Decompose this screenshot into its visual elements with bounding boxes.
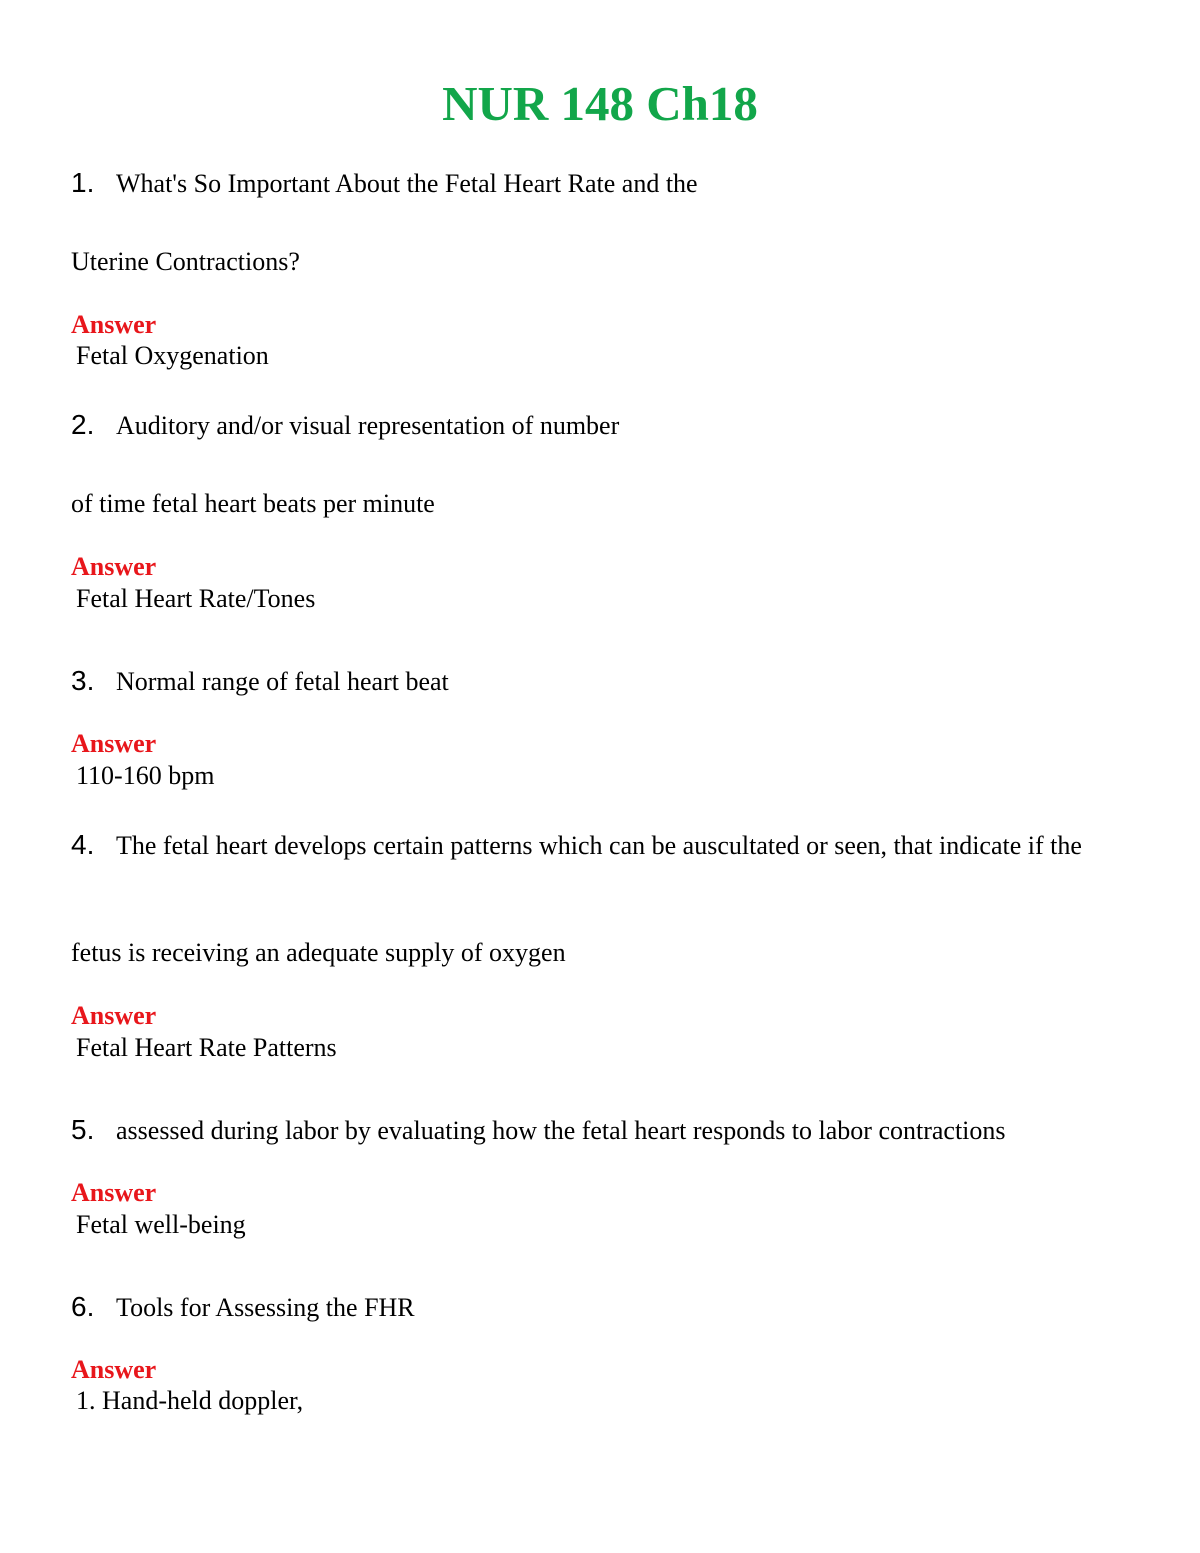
question-continuation: fetus is receiving an adequate supply of oxygen (71, 938, 566, 967)
question-4 (71, 830, 1131, 861)
question-continuation: of time fetal heart beats per minute (71, 489, 435, 518)
answer-text: Fetal Oxygenation (76, 341, 269, 370)
document-title: NUR 148 Ch18 (442, 76, 758, 131)
answer-label: Answer (71, 552, 157, 581)
answer-label: Answer (71, 310, 157, 339)
question-continuation: Uterine Contractions? (71, 247, 300, 276)
answer-label: Answer (71, 1178, 157, 1207)
answer-label: Answer (71, 729, 157, 758)
answer-text: Fetal well-being (76, 1210, 246, 1239)
answer-text: Fetal Heart Rate Patterns (76, 1033, 337, 1062)
answer-text: 1. Hand-held doppler, (76, 1386, 304, 1415)
question-6 (71, 1292, 1131, 1323)
question-3 (71, 666, 1131, 697)
answer-text: Fetal Heart Rate/Tones (76, 584, 316, 613)
question-text: The fetal heart develops certain patterns which can be auscultated or seen, that indicate if the (116, 831, 1082, 860)
question-number: 4. (71, 829, 95, 860)
question-text: What's So Important About the Fetal Heart Rate and the (116, 169, 698, 198)
question-1 (71, 168, 1131, 199)
answer-text: 110-160 bpm (76, 761, 215, 790)
question-number: 3. (71, 665, 95, 696)
question-text: Tools for Assessing the FHR (116, 1293, 415, 1322)
question-text: Normal range of fetal heart beat (116, 667, 449, 696)
question-number: 6. (71, 1291, 95, 1322)
question-text: Auditory and/or visual representation of number (116, 411, 620, 440)
question-5 (71, 1115, 1131, 1146)
question-number: 2. (71, 409, 95, 440)
answer-label: Answer (71, 1355, 157, 1384)
answer-label: Answer (71, 1001, 157, 1030)
question-2 (71, 410, 1131, 441)
question-number: 5. (71, 1114, 95, 1145)
question-number: 1. (71, 167, 95, 198)
question-text: assessed during labor by evaluating how the fetal heart responds to labor contractions (116, 1116, 1006, 1145)
